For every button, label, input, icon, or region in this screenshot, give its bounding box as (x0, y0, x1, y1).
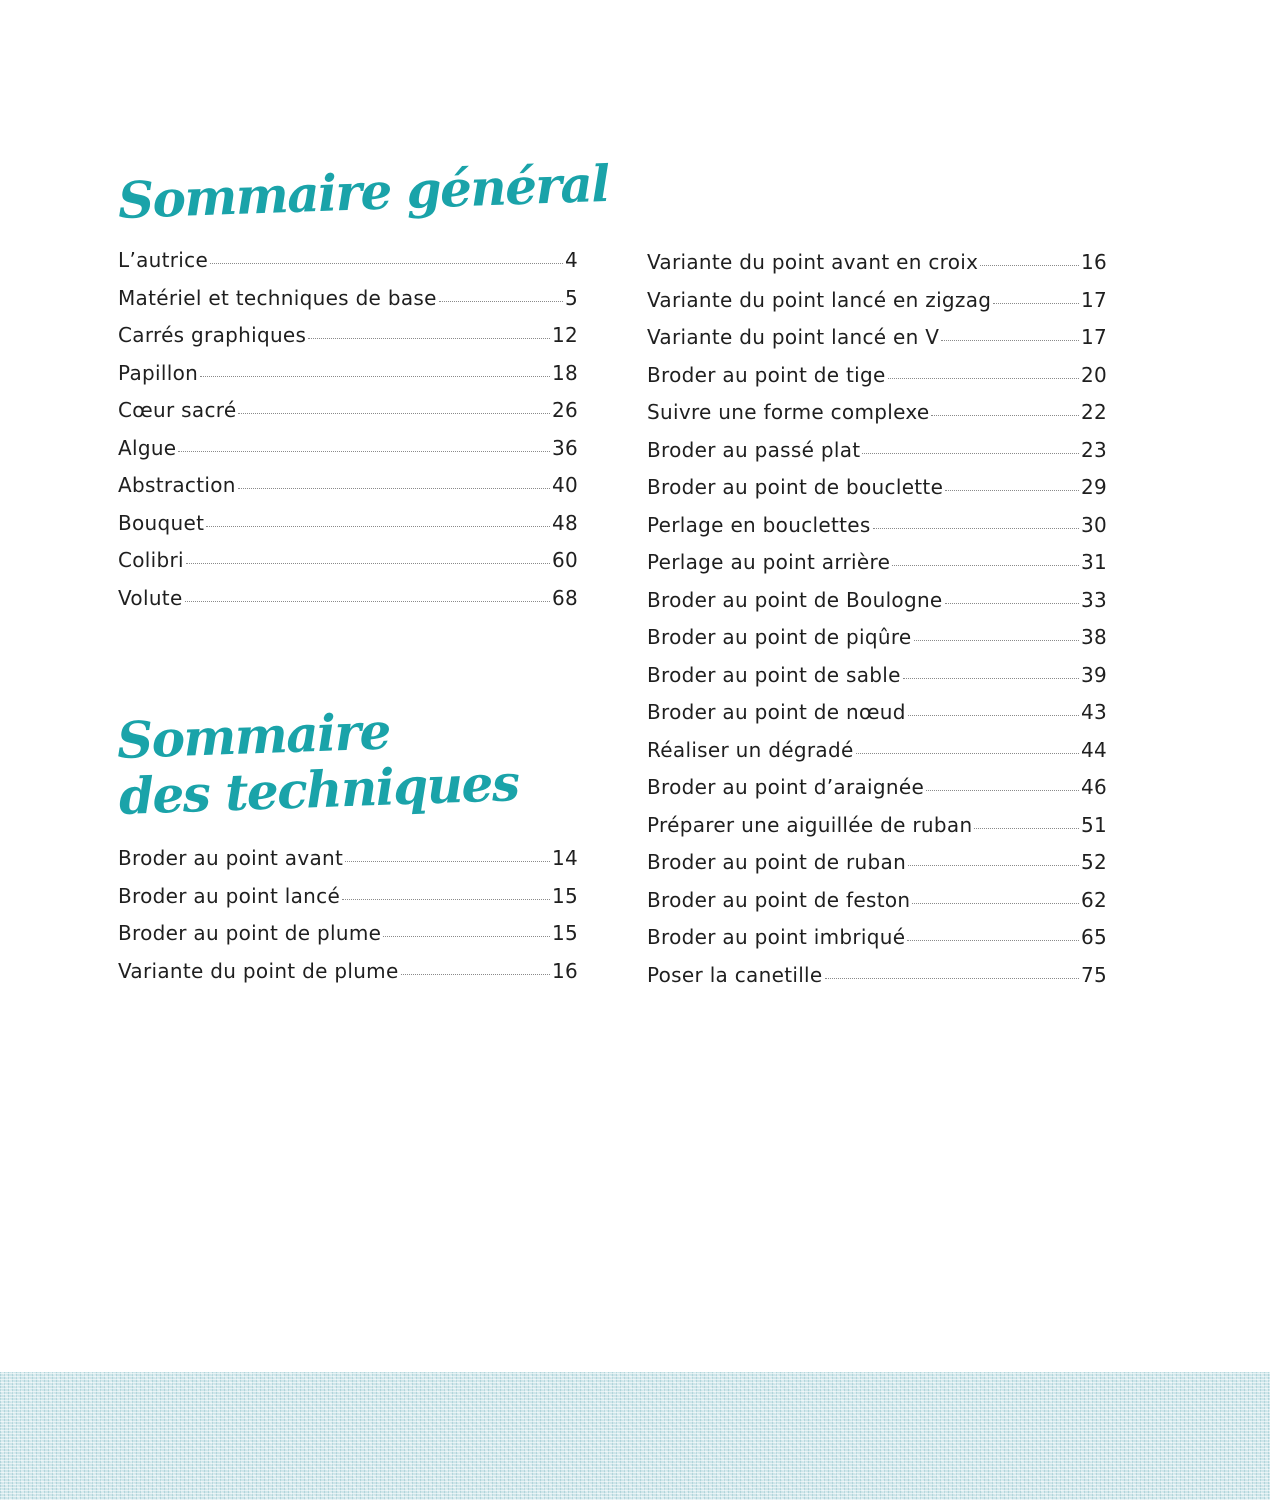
toc-entry-page: 51 (1080, 812, 1107, 837)
toc-entry-page: 18 (551, 360, 578, 385)
toc-entry-title: Broder au point de bouclette (647, 475, 944, 499)
dot-leader (993, 302, 1079, 304)
toc-entry-title: Variante du point lancé en V (647, 325, 940, 349)
toc-entry[interactable] (118, 436, 578, 474)
toc-entry-page: 17 (1080, 287, 1107, 312)
toc-entry-title: Variante du point avant en croix (647, 250, 979, 274)
toc-entry[interactable] (647, 250, 1107, 288)
toc-entry-page: 52 (1080, 850, 1107, 874)
dot-leader (945, 489, 1079, 491)
toc-entry-title: Cœur sacré (118, 398, 237, 422)
toc-entry[interactable] (647, 325, 1107, 363)
toc-entry[interactable] (647, 625, 1107, 663)
toc-entry-page: 15 (551, 921, 578, 945)
toc-entry[interactable] (647, 813, 1107, 851)
toc-entry-title: Réaliser un dégradé (647, 737, 854, 762)
toc-entry-title: Broder au point lancé (118, 883, 341, 908)
toc-entry-title: Broder au point imbriqué (647, 925, 906, 949)
toc-entry[interactable] (118, 548, 578, 586)
dot-leader (825, 977, 1079, 979)
toc-entry-title: Broder au point de tige (647, 362, 886, 387)
toc-entry[interactable] (647, 888, 1107, 926)
toc-entry[interactable] (647, 850, 1107, 888)
toc-entry-page: 30 (1080, 512, 1107, 537)
toc-entry-page: 4 (564, 248, 578, 272)
toc-entry[interactable] (118, 846, 578, 884)
dot-leader (903, 677, 1079, 679)
toc-entry-title: Broder au passé plat (647, 437, 861, 462)
toc-entry-page: 31 (1080, 550, 1107, 574)
toc-entry-page: 26 (551, 398, 578, 422)
dot-leader (862, 452, 1079, 454)
toc-entry-page: 20 (1080, 362, 1107, 387)
dot-leader (856, 752, 1079, 754)
toc-entry-title: Suivre une forme complexe (647, 400, 930, 424)
dot-leader (210, 262, 563, 264)
toc-entry-title: Broder au point d’araignée (647, 775, 925, 799)
toc-entry[interactable] (647, 663, 1107, 701)
toc-entry[interactable] (647, 363, 1107, 401)
toc-entry[interactable] (118, 286, 578, 324)
toc-entry-title: Matériel et techniques de base (118, 285, 437, 310)
toc-entry-title: Carrés graphiques (118, 323, 307, 347)
toc-entry-page: 5 (564, 285, 578, 310)
dot-leader (206, 525, 550, 527)
techniques-toc-list-left (118, 846, 578, 996)
toc-entry[interactable] (647, 738, 1107, 776)
dot-leader (178, 450, 550, 452)
toc-entry-page: 15 (551, 883, 578, 908)
toc-entry[interactable] (647, 700, 1107, 738)
toc-entry[interactable] (647, 438, 1107, 476)
toc-entry-title: Algue (118, 435, 177, 460)
toc-entry-page: 65 (1080, 925, 1107, 949)
dot-leader (342, 898, 550, 900)
toc-entry[interactable] (647, 475, 1107, 513)
toc-entry[interactable] (118, 884, 578, 922)
toc-entry-title: Abstraction (118, 473, 236, 497)
toc-entry[interactable] (118, 586, 578, 624)
toc-entry[interactable] (118, 921, 578, 959)
toc-entry[interactable] (118, 398, 578, 436)
toc-entry-page: 43 (1080, 700, 1107, 724)
dot-leader (383, 935, 550, 937)
toc-entry-title: Papillon (118, 360, 199, 385)
toc-entry-page: 33 (1080, 587, 1107, 612)
general-toc-title: Sommaire général (116, 153, 610, 230)
toc-entry-page: 46 (1080, 775, 1107, 799)
toc-entry-title: Variante du point de plume (118, 958, 399, 983)
dot-leader (308, 337, 550, 339)
dot-leader (941, 339, 1079, 341)
toc-entry[interactable] (118, 959, 578, 997)
toc-entry-page: 68 (551, 585, 578, 610)
dot-leader (974, 827, 1079, 829)
toc-entry-page: 44 (1080, 737, 1107, 762)
toc-entry[interactable] (647, 925, 1107, 963)
toc-entry-page: 12 (551, 323, 578, 347)
toc-entry-page: 14 (551, 846, 578, 870)
techniques-title-line1: Sommaire (115, 701, 391, 770)
toc-entry-page: 29 (1080, 475, 1107, 499)
dot-leader (888, 377, 1079, 379)
toc-entry-page: 38 (1080, 625, 1107, 649)
toc-entry[interactable] (647, 288, 1107, 326)
dot-leader (439, 300, 563, 302)
toc-entry-title: Broder au point de piqûre (647, 625, 912, 649)
toc-entry-page: 75 (1080, 962, 1107, 987)
toc-entry-title: Broder au point de ruban (647, 850, 907, 874)
dot-leader (238, 412, 549, 414)
toc-entry-title: Broder au point de nœud (647, 700, 906, 724)
toc-entry[interactable] (118, 248, 578, 286)
dot-leader (980, 264, 1079, 266)
toc-entry-title: Bouquet (118, 510, 205, 535)
toc-entry-title: Variante du point lancé en zigzag (647, 287, 992, 312)
dot-leader (908, 864, 1079, 866)
dot-leader (873, 527, 1079, 529)
dot-leader (185, 600, 550, 602)
toc-entry[interactable] (118, 323, 578, 361)
dot-leader (912, 902, 1079, 904)
dot-leader (401, 973, 550, 975)
toc-entry-page: 39 (1080, 662, 1107, 687)
toc-entry[interactable] (118, 361, 578, 399)
toc-entry[interactable] (647, 513, 1107, 551)
dot-leader (908, 714, 1079, 716)
dot-leader (892, 564, 1079, 566)
dot-leader (238, 487, 550, 489)
dot-leader (907, 939, 1079, 941)
toc-entry-page: 60 (551, 548, 578, 572)
dot-leader (945, 602, 1079, 604)
toc-entry-title: Broder au point de plume (118, 921, 382, 945)
toc-entry-page: 62 (1080, 887, 1107, 912)
toc-entry[interactable] (647, 963, 1107, 1001)
toc-entry-title: Broder au point de feston (647, 887, 911, 912)
dot-leader (931, 414, 1078, 416)
toc-entry-page: 16 (551, 958, 578, 983)
toc-entry[interactable] (118, 473, 578, 511)
toc-entry-page: 22 (1080, 400, 1107, 424)
dot-leader (200, 375, 550, 377)
toc-entry-title: L’autrice (118, 248, 209, 272)
toc-entry-title: Broder au point de Boulogne (647, 587, 943, 612)
dot-leader (345, 860, 550, 862)
toc-entry-title: Perlage en bouclettes (647, 512, 871, 537)
toc-entry-page: 40 (551, 473, 578, 497)
toc-entry-title: Colibri (118, 548, 184, 572)
toc-entry-page: 48 (551, 510, 578, 535)
general-toc-list (118, 248, 578, 623)
toc-entry-title: Perlage au point arrière (647, 550, 891, 574)
toc-entry[interactable] (647, 588, 1107, 626)
toc-entry-title: Volute (118, 585, 183, 610)
toc-entry[interactable] (647, 550, 1107, 588)
dot-leader (186, 562, 550, 564)
toc-entry-page: 36 (551, 435, 578, 460)
techniques-toc-list-right (647, 250, 1107, 1000)
toc-entry-title: Préparer une aiguillée de ruban (647, 812, 973, 837)
toc-entry-page: 16 (1080, 250, 1107, 274)
toc-entry-page: 23 (1080, 437, 1107, 462)
toc-entry-title: Broder au point de sable (647, 662, 901, 687)
toc-entry[interactable] (647, 400, 1107, 438)
toc-entry[interactable] (647, 775, 1107, 813)
linen-texture-band (0, 1372, 1270, 1500)
dot-leader (926, 789, 1079, 791)
toc-entry-title: Broder au point avant (118, 846, 344, 870)
toc-entry-title: Poser la canetille (647, 962, 823, 987)
techniques-title-line2: des techniques (117, 753, 520, 826)
dot-leader (914, 639, 1079, 641)
techniques-toc-title (116, 698, 519, 826)
toc-entry[interactable] (118, 511, 578, 549)
toc-entry-page: 17 (1080, 325, 1107, 349)
